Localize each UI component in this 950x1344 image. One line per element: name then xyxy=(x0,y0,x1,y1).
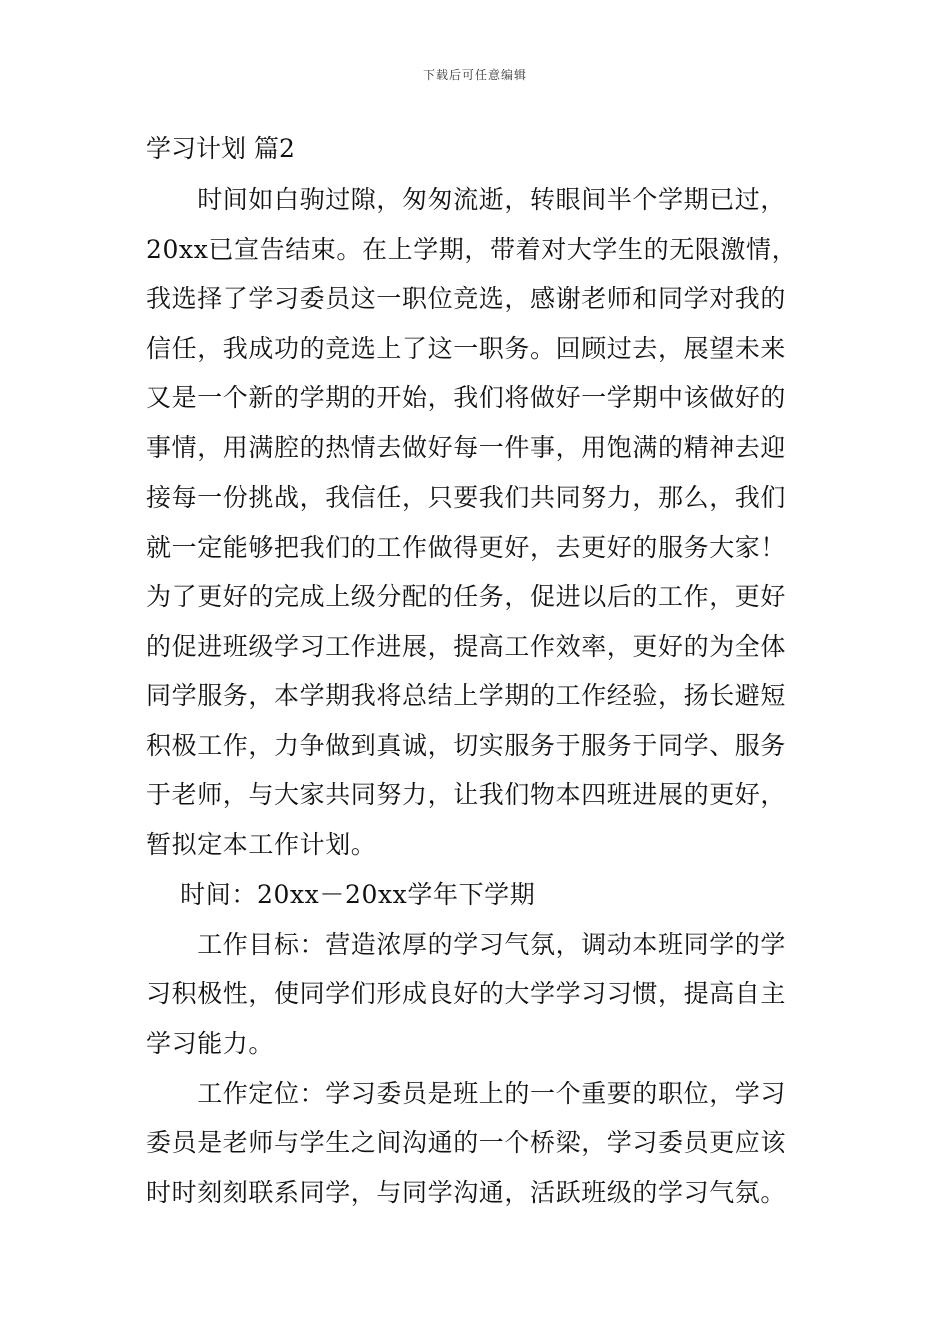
body-line: 习积极性，使同学们形成良好的大学学习习惯，提高自主 xyxy=(146,979,787,1008)
body-line: 时时刻刻联系同学，与同学沟通，活跃班级的学习气氛。 xyxy=(146,1178,787,1207)
document-title: 学习计划 篇2 xyxy=(146,134,295,163)
body-line: 于老师，与大家共同努力，让我们物本四班进展的更好， xyxy=(146,780,787,809)
body-line: 积极工作，力争做到真诚，切实服务于服务于同学、服务 xyxy=(146,731,787,760)
body-line: 委员是老师与学生之间沟通的一个桥梁，学习委员更应该 xyxy=(146,1128,787,1157)
body-line: 时间如白驹过隙，匆匆流逝，转眼间半个学期已过， xyxy=(146,185,787,214)
body-line: 学习能力。 xyxy=(146,1029,275,1058)
header-note: 下载后可任意编辑 xyxy=(422,68,527,82)
body-line: 接每一份挑战，我信任，只要我们共同努力，那么，我们 xyxy=(146,483,787,512)
body-line: 又是一个新的学期的开始，我们将做好一学期中该做好的 xyxy=(146,383,787,412)
body-line: 的促进班级学习工作进展，提高工作效率，更好的为全体 xyxy=(146,632,787,661)
body-line: 事情，用满腔的热情去做好每一件事，用饱满的精神去迎 xyxy=(146,433,787,462)
body-line: 同学服务，本学期我将总结上学期的工作经验，扬长避短 xyxy=(146,681,787,710)
body-line: 信任，我成功的竞选上了这一职务。回顾过去，展望未来 xyxy=(146,334,787,363)
body-line: 暂拟定本工作计划。 xyxy=(146,830,377,859)
body-line: 工作定位：学习委员是班上的一个重要的职位，学习 xyxy=(146,1079,787,1108)
body-line: 工作目标：营造浓厚的学习气氛，调动本班同学的学 xyxy=(146,930,787,959)
body-line: 时间：20xx－20xx学年下学期 xyxy=(146,880,536,909)
body-line: 20xx已宣告结束。在上学期，带着对大学生的无限激情， xyxy=(146,235,798,264)
body-line: 我选择了学习委员这一职位竞选，感谢老师和同学对我的 xyxy=(146,284,787,313)
body-line: 就一定能够把我们的工作做得更好，去更好的服务大家！ xyxy=(146,533,787,562)
body-line: 为了更好的完成上级分配的任务，促进以后的工作，更好 xyxy=(146,582,787,611)
